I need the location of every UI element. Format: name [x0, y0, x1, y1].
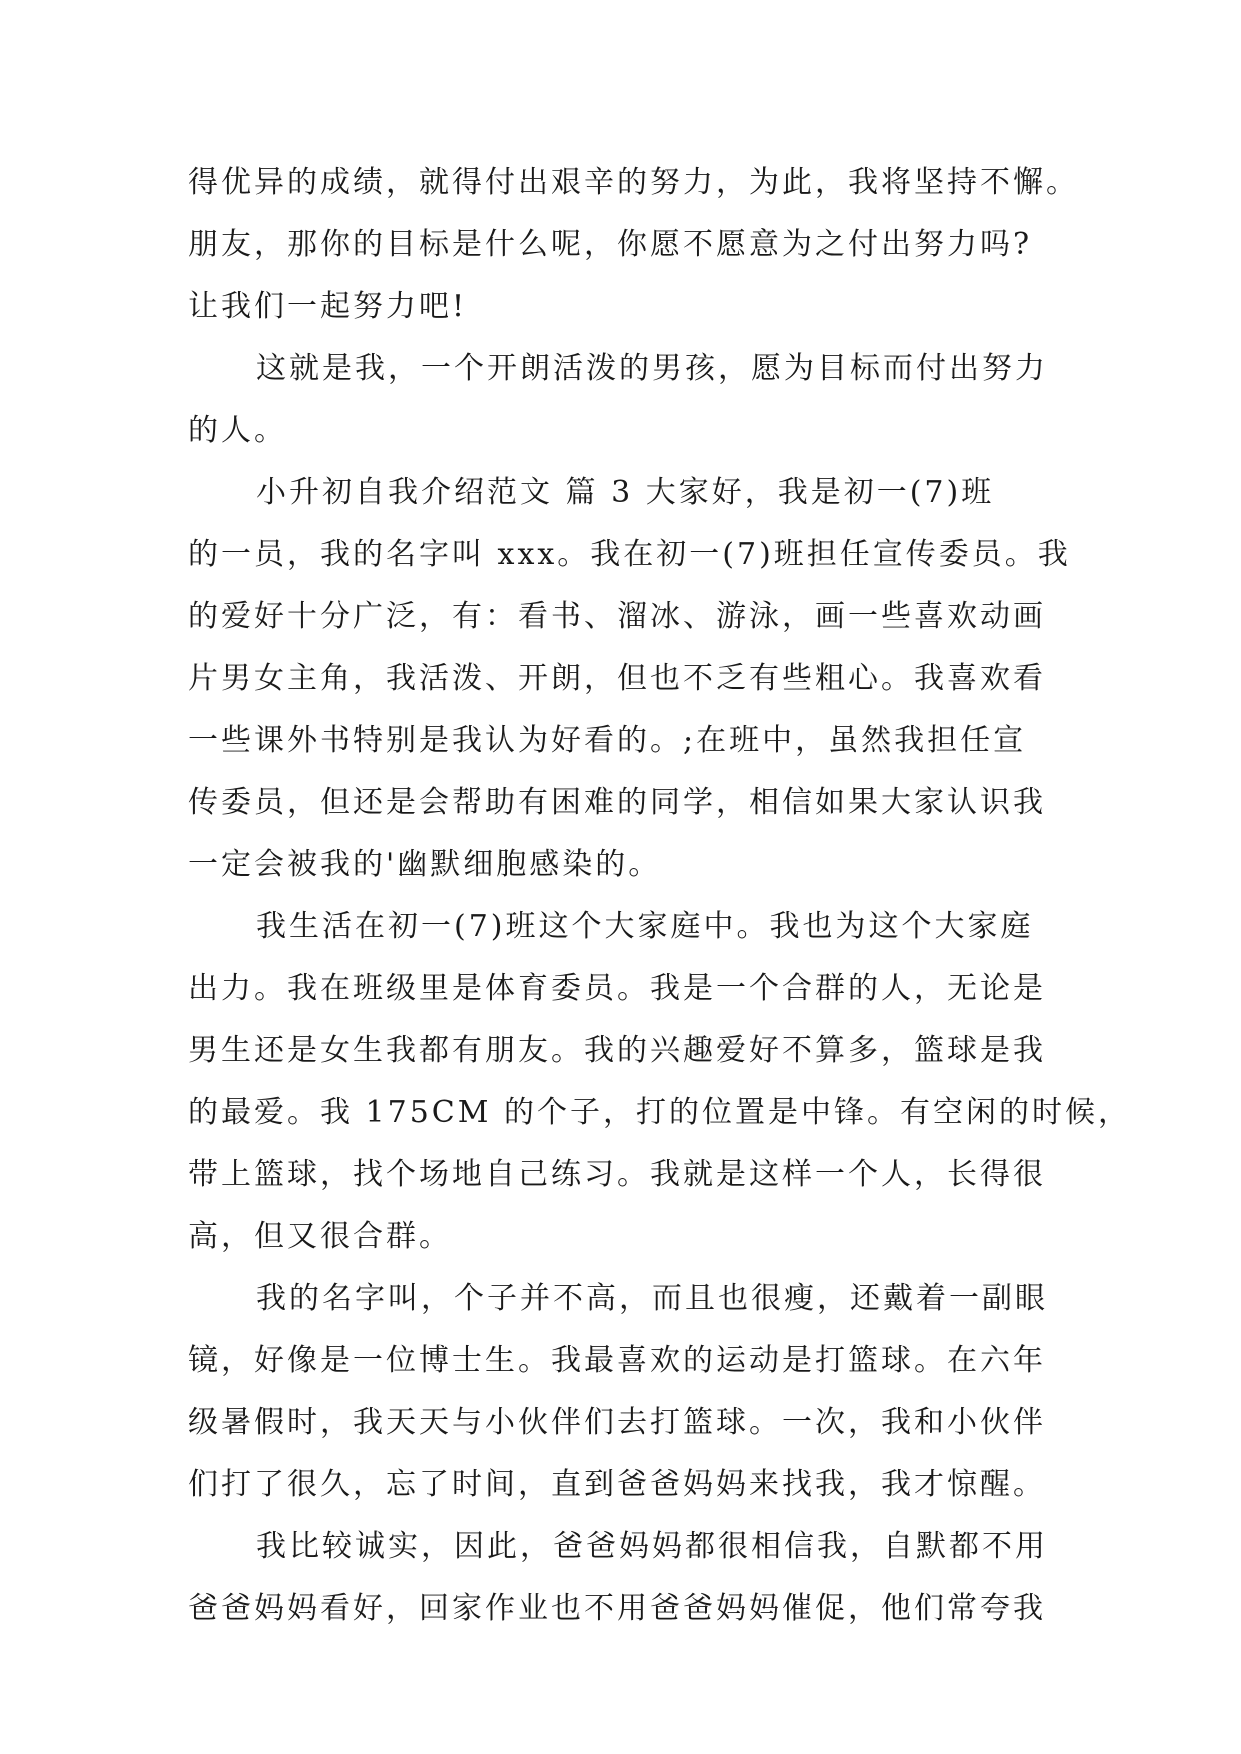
- text-line: 让我们一起努力吧!: [188, 289, 468, 324]
- text-line: 一定会被我的'幽默细胞感染的。: [188, 847, 662, 882]
- text-line: 片男女主角，我活泼、开朗，但也不乏有些粗心。我喜欢看: [188, 661, 1046, 696]
- text-line: 带上篮球，找个场地自己练习。我就是这样一个人，长得很: [188, 1157, 1046, 1192]
- text-line: 的一员，我的名字叫 xxx。我在初一(7)班担任宣传委员。我: [188, 537, 1071, 572]
- text-line: 的最爱。我 175CM 的个子，打的位置是中锋。有空闲的时候，: [188, 1095, 1132, 1130]
- paragraph-start-line: 这就是我，一个开朗活泼的男孩，愿为目标而付出努力: [256, 351, 1048, 386]
- document-body: [188, 152, 1132, 1640]
- text-line: 一些课外书特别是我认为好看的。;在班中，虽然我担任宣: [188, 723, 1027, 758]
- text-line: 传委员，但还是会帮助有困难的同学，相信如果大家认识我: [188, 785, 1046, 820]
- text-line: 们打了很久，忘了时间，直到爸爸妈妈来找我，我才惊醒。: [188, 1467, 1046, 1502]
- text-line: 的人。: [188, 413, 287, 448]
- paragraph-start-line: 我比较诚实，因此，爸爸妈妈都很相信我，自默都不用: [256, 1529, 1048, 1564]
- paragraph-start-line: 我的名字叫，个子并不高，而且也很瘦，还戴着一副眼: [256, 1281, 1048, 1316]
- text-line: 得优异的成绩，就得付出艰辛的努力，为此，我将坚持不懈。: [188, 165, 1079, 200]
- text-line: 高，但又很合群。: [188, 1219, 452, 1254]
- text-line: 镜，好像是一位博士生。我最喜欢的运动是打篮球。在六年: [188, 1343, 1046, 1378]
- text-line: 朋友，那你的目标是什么呢，你愿不愿意为之付出努力吗?: [188, 227, 1033, 262]
- text-line: 爸爸妈妈看好，回家作业也不用爸爸妈妈催促，他们常夸我: [188, 1591, 1046, 1626]
- text-line: 出力。我在班级里是体育委员。我是一个合群的人，无论是: [188, 971, 1046, 1006]
- text-line: 男生还是女生我都有朋友。我的兴趣爱好不算多，篮球是我: [188, 1033, 1046, 1068]
- section-heading-line: 小升初自我介绍范文 篇 3 大家好，我是初一(7)班: [256, 475, 995, 510]
- text-line: 级暑假时，我天天与小伙伴们去打篮球。一次，我和小伙伴: [188, 1405, 1046, 1440]
- text-line: 的爱好十分广泛，有：看书、溜冰、游泳，画一些喜欢动画: [188, 599, 1046, 634]
- paragraph-start-line: 我生活在初一(7)班这个大家庭中。我也为这个大家庭: [256, 909, 1034, 944]
